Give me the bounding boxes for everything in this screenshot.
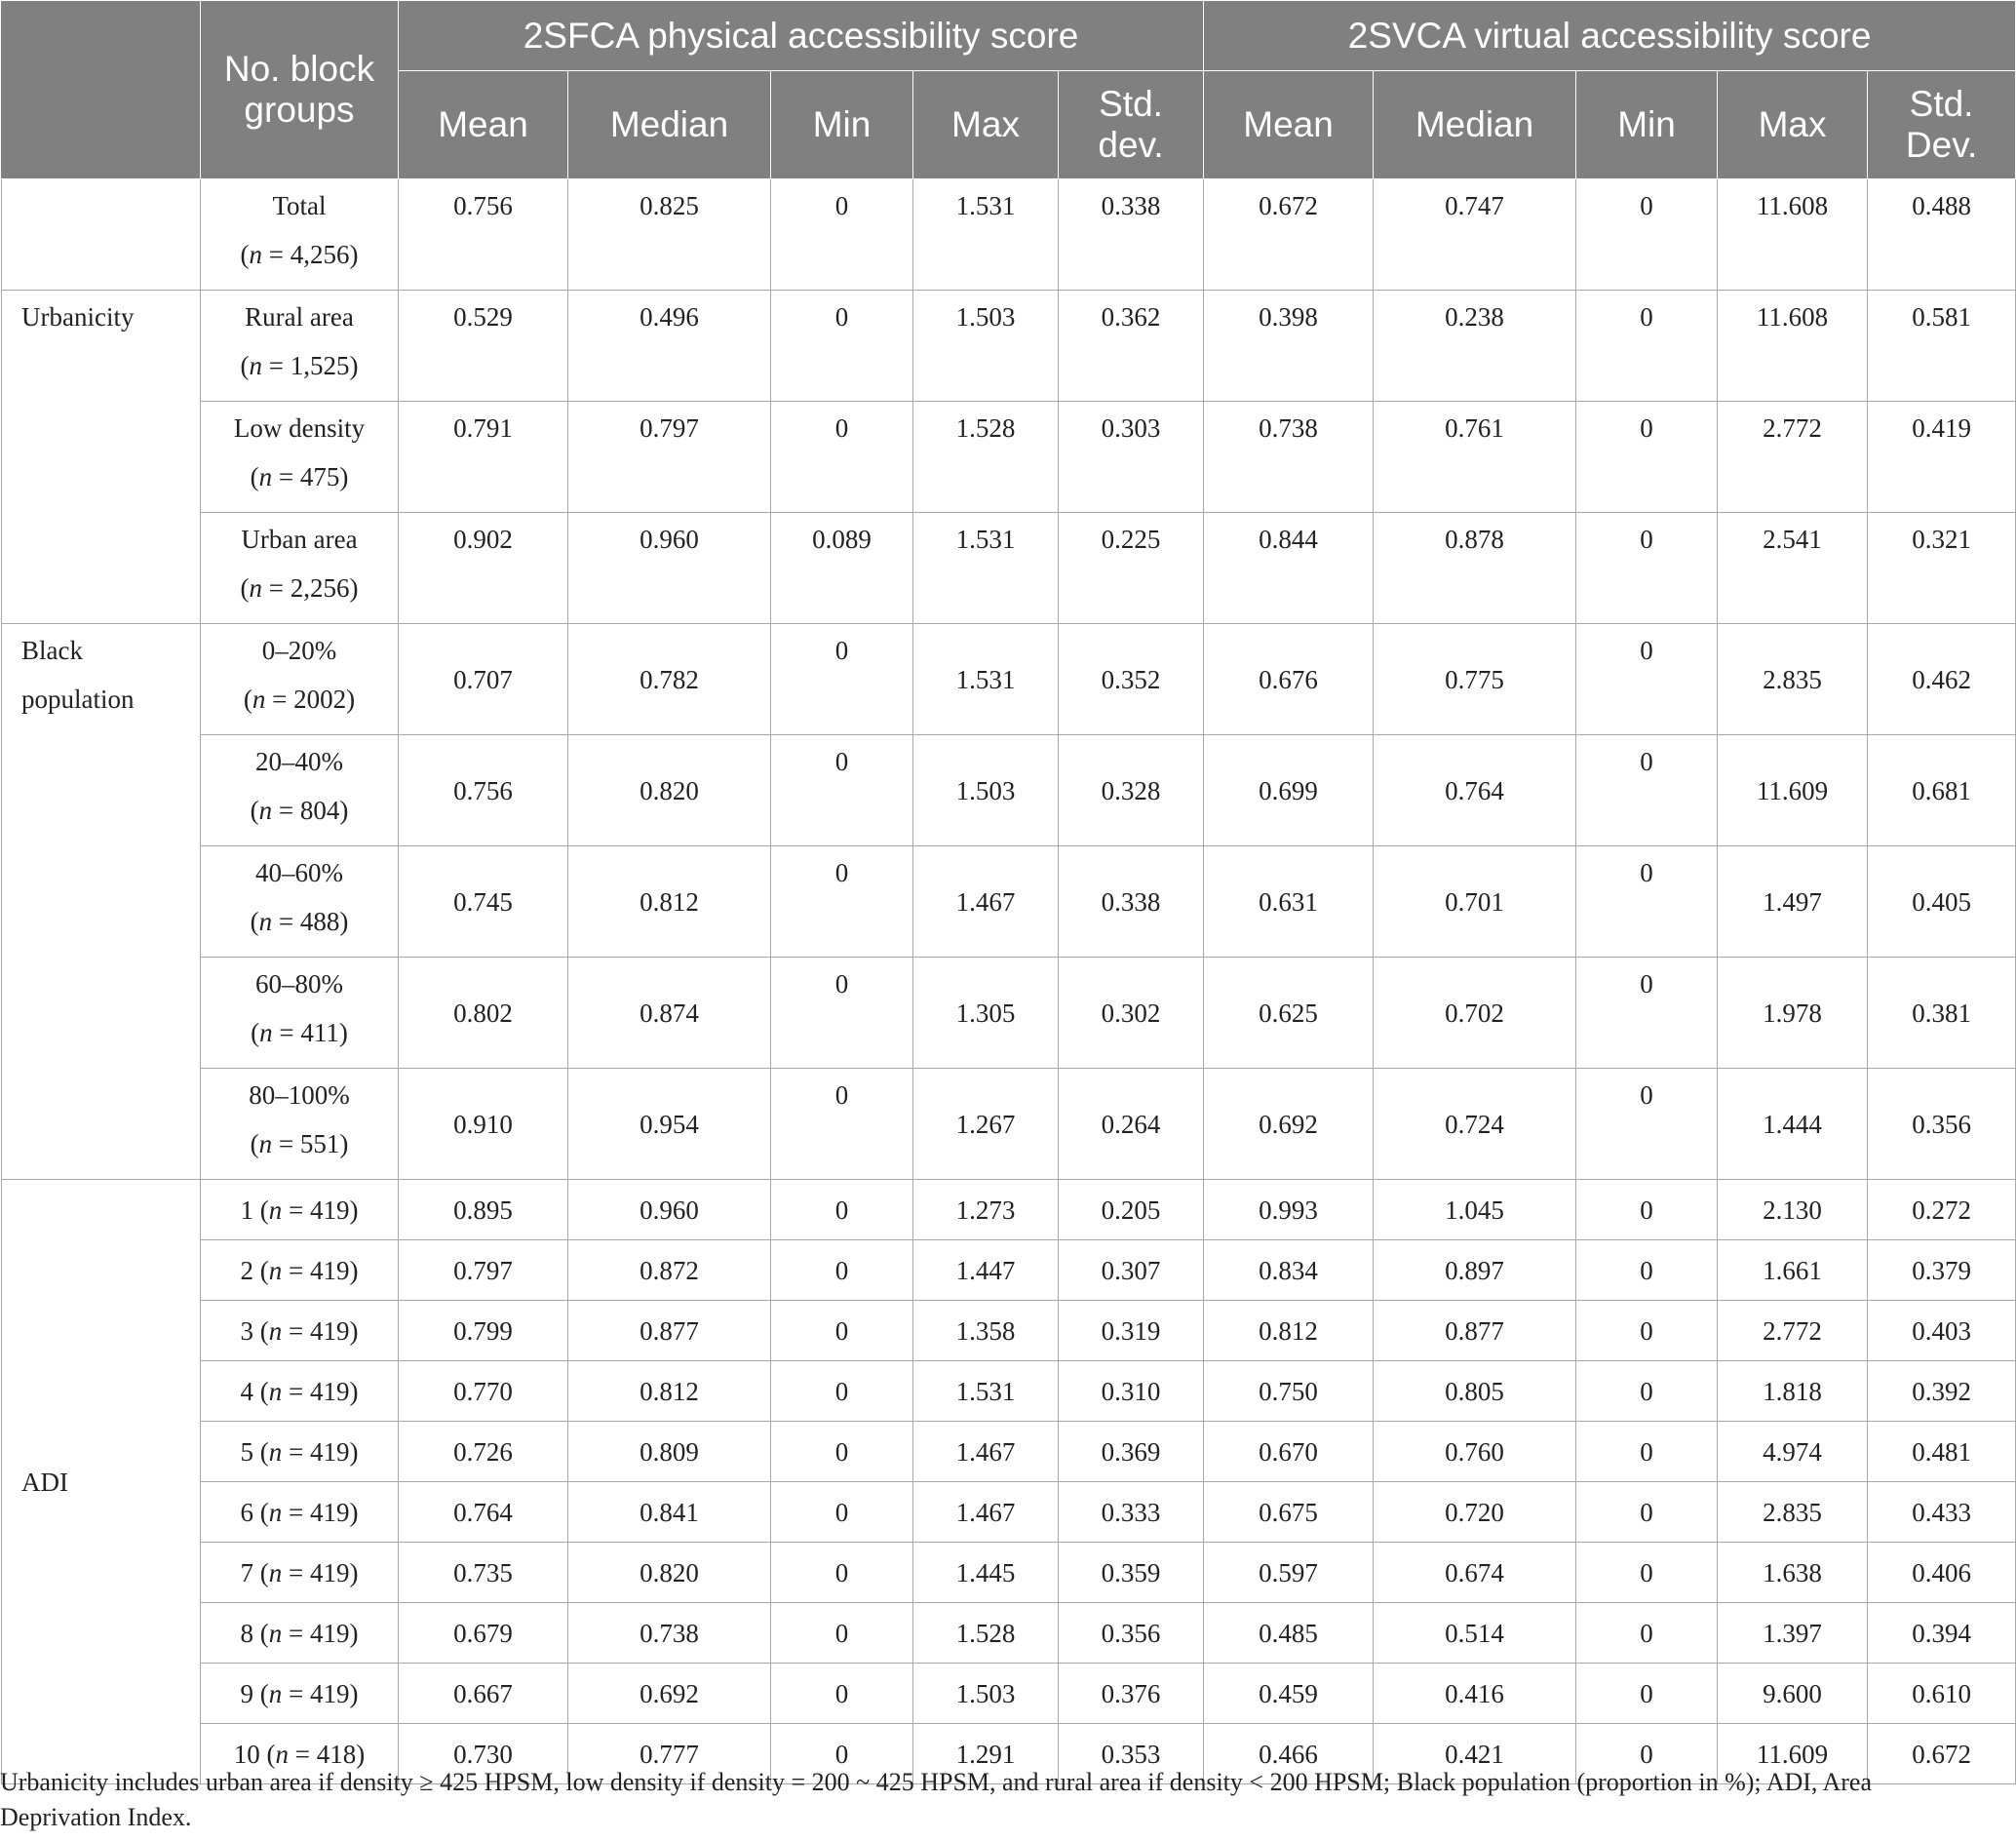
virt-mean-cell: 0.812 xyxy=(1204,1301,1374,1361)
group-label: 10 (n = 418) xyxy=(233,1739,366,1769)
phys-min-cell: 0 xyxy=(771,1361,913,1422)
phys-mean-cell: 0.799 xyxy=(399,1301,568,1361)
virt-median-cell: 0.877 xyxy=(1374,1301,1576,1361)
virt-max-cell: 11.608 xyxy=(1718,291,1868,402)
phys-median-cell: 0.825 xyxy=(568,179,771,291)
phys-mean-cell: 0.895 xyxy=(399,1180,568,1240)
virt-std-cell: 0.356 xyxy=(1868,1069,2016,1180)
header-virt-std: Std. Dev. xyxy=(1868,71,2016,179)
phys-std-cell: 0.319 xyxy=(1059,1301,1204,1361)
virt-mean-cell: 0.398 xyxy=(1204,291,1374,402)
phys-median-cell: 0.841 xyxy=(568,1482,771,1543)
virt-std-cell: 0.394 xyxy=(1868,1603,2016,1664)
phys-std-cell: 0.356 xyxy=(1059,1603,1204,1664)
row-group xyxy=(201,1482,399,1543)
phys-mean-cell: 0.764 xyxy=(399,1482,568,1543)
virt-median-cell: 0.897 xyxy=(1374,1240,1576,1301)
header-virtual: 2SVCA virtual accessibility score xyxy=(1204,1,2016,71)
virt-std-cell: 0.419 xyxy=(1868,402,2016,513)
table-row xyxy=(2,1603,2016,1664)
phys-std-cell: 0.352 xyxy=(1059,624,1204,735)
header-phys-mean: Mean xyxy=(399,71,568,179)
row-group xyxy=(201,1603,399,1664)
phys-median-cell: 0.960 xyxy=(568,1180,771,1240)
virt-mean-cell: 0.844 xyxy=(1204,513,1374,624)
virt-median-cell: 0.764 xyxy=(1374,735,1576,846)
virt-std-cell: 0.392 xyxy=(1868,1361,2016,1422)
virt-median-cell: 0.761 xyxy=(1374,402,1576,513)
phys-min-cell: 0 xyxy=(771,1603,913,1664)
group-label: 5 (n = 419) xyxy=(240,1436,359,1467)
table-row xyxy=(2,735,2016,846)
table-row xyxy=(2,402,2016,513)
virt-mean-cell: 0.676 xyxy=(1204,624,1374,735)
phys-mean-cell: 0.529 xyxy=(399,291,568,402)
phys-median-cell: 0.809 xyxy=(568,1422,771,1482)
header-virt-median: Median xyxy=(1374,71,1576,179)
group-count: (n = 2,256) xyxy=(240,573,359,603)
phys-mean-cell: 0.802 xyxy=(399,958,568,1069)
virt-std-cell: 0.672 xyxy=(1868,1724,2016,1784)
virt-median-cell: 0.775 xyxy=(1374,624,1576,735)
phys-min-cell: 0 xyxy=(771,1482,913,1543)
table-row xyxy=(2,1240,2016,1301)
virt-median-cell: 0.878 xyxy=(1374,513,1576,624)
phys-mean-cell: 0.735 xyxy=(399,1543,568,1603)
phys-mean-cell: 0.770 xyxy=(399,1361,568,1422)
phys-max-cell: 1.467 xyxy=(913,1422,1059,1482)
virt-std-cell: 0.481 xyxy=(1868,1422,2016,1482)
phys-max-cell: 1.503 xyxy=(913,1664,1059,1724)
header-phys-max: Max xyxy=(913,71,1059,179)
table-row xyxy=(2,513,2016,624)
virt-max-cell: 1.978 xyxy=(1718,958,1868,1069)
phys-max-cell: 1.267 xyxy=(913,1069,1059,1180)
virt-min-cell: 0 xyxy=(1576,1422,1718,1482)
virt-min-cell: 0 xyxy=(1576,1664,1718,1724)
phys-mean-cell: 0.667 xyxy=(399,1664,568,1724)
virt-mean-cell: 0.625 xyxy=(1204,958,1374,1069)
virt-max-cell: 2.835 xyxy=(1718,624,1868,735)
group-label: Total xyxy=(272,191,327,220)
phys-std-cell: 0.376 xyxy=(1059,1664,1204,1724)
phys-median-cell: 0.496 xyxy=(568,291,771,402)
virt-min-cell: 0 xyxy=(1576,624,1718,735)
virt-min-cell: 0 xyxy=(1576,291,1718,402)
row-group xyxy=(201,735,399,846)
phys-max-cell: 1.531 xyxy=(913,179,1059,291)
header-phys-min: Min xyxy=(771,71,913,179)
phys-median-cell: 0.812 xyxy=(568,1361,771,1422)
virt-std-cell: 0.610 xyxy=(1868,1664,2016,1724)
phys-mean-cell: 0.791 xyxy=(399,402,568,513)
virt-mean-cell: 0.459 xyxy=(1204,1664,1374,1724)
group-label: Rural area xyxy=(245,302,354,332)
phys-min-cell: 0 xyxy=(771,402,913,513)
phys-median-cell: 0.812 xyxy=(568,846,771,958)
phys-max-cell: 1.531 xyxy=(913,513,1059,624)
phys-mean-cell: 0.745 xyxy=(399,846,568,958)
group-count: (n = 551) xyxy=(250,1129,349,1158)
virt-median-cell: 0.238 xyxy=(1374,291,1576,402)
virt-max-cell: 1.661 xyxy=(1718,1240,1868,1301)
virt-median-cell: 0.720 xyxy=(1374,1482,1576,1543)
row-group xyxy=(201,1069,399,1180)
virt-min-cell: 0 xyxy=(1576,513,1718,624)
row-group xyxy=(201,1664,399,1724)
phys-std-cell: 0.302 xyxy=(1059,958,1204,1069)
virt-mean-cell: 0.597 xyxy=(1204,1543,1374,1603)
phys-std-cell: 0.264 xyxy=(1059,1069,1204,1180)
group-count: (n = 4,256) xyxy=(240,240,359,269)
phys-std-cell: 0.307 xyxy=(1059,1240,1204,1301)
row-group xyxy=(201,1422,399,1482)
phys-std-cell: 0.359 xyxy=(1059,1543,1204,1603)
phys-min-cell: 0 xyxy=(771,846,913,958)
group-label: Urban area xyxy=(241,525,358,554)
phys-std-cell: 0.225 xyxy=(1059,513,1204,624)
virt-median-cell: 0.760 xyxy=(1374,1422,1576,1482)
row-group xyxy=(201,179,399,291)
group-count: (n = 411) xyxy=(251,1018,348,1047)
virt-mean-cell: 0.699 xyxy=(1204,735,1374,846)
virt-std-cell: 0.379 xyxy=(1868,1240,2016,1301)
group-label: 60–80% xyxy=(255,969,343,999)
row-group xyxy=(201,291,399,402)
header-virt-mean: Mean xyxy=(1204,71,1374,179)
phys-median-cell: 0.777 xyxy=(568,1724,771,1784)
virt-min-cell: 0 xyxy=(1576,179,1718,291)
group-label: 4 (n = 419) xyxy=(240,1376,359,1406)
phys-max-cell: 1.291 xyxy=(913,1724,1059,1784)
table-row xyxy=(2,179,2016,291)
table-body xyxy=(2,179,2016,1784)
virt-std-cell: 0.272 xyxy=(1868,1180,2016,1240)
group-count: (n = 2002) xyxy=(243,685,356,714)
virt-std-cell: 0.321 xyxy=(1868,513,2016,624)
table-row xyxy=(2,846,2016,958)
virt-std-cell: 0.462 xyxy=(1868,624,2016,735)
phys-median-cell: 0.820 xyxy=(568,1543,771,1603)
phys-median-cell: 0.877 xyxy=(568,1301,771,1361)
phys-std-cell: 0.333 xyxy=(1059,1482,1204,1543)
virt-mean-cell: 0.738 xyxy=(1204,402,1374,513)
phys-median-cell: 0.797 xyxy=(568,402,771,513)
group-label: 20–40% xyxy=(255,747,343,776)
header-phys-median: Median xyxy=(568,71,771,179)
phys-mean-cell: 0.756 xyxy=(399,179,568,291)
virt-max-cell: 11.609 xyxy=(1718,1724,1868,1784)
group-label: 2 (n = 419) xyxy=(240,1255,359,1285)
phys-max-cell: 1.467 xyxy=(913,846,1059,958)
virt-mean-cell: 0.485 xyxy=(1204,1603,1374,1664)
virt-max-cell: 1.818 xyxy=(1718,1361,1868,1422)
row-group xyxy=(201,513,399,624)
table-row xyxy=(2,291,2016,402)
virt-mean-cell: 0.672 xyxy=(1204,179,1374,291)
table-row xyxy=(2,1361,2016,1422)
table-row xyxy=(2,1069,2016,1180)
header-blank xyxy=(2,1,201,179)
virt-min-cell: 0 xyxy=(1576,1543,1718,1603)
group-label: 0–20% xyxy=(261,636,337,665)
virt-std-cell: 0.405 xyxy=(1868,846,2016,958)
phys-std-cell: 0.338 xyxy=(1059,179,1204,291)
virt-median-cell: 1.045 xyxy=(1374,1180,1576,1240)
virt-std-cell: 0.433 xyxy=(1868,1482,2016,1543)
phys-median-cell: 0.738 xyxy=(568,1603,771,1664)
row-category xyxy=(2,179,201,291)
virt-mean-cell: 0.692 xyxy=(1204,1069,1374,1180)
phys-median-cell: 0.820 xyxy=(568,735,771,846)
phys-max-cell: 1.445 xyxy=(913,1543,1059,1603)
virt-median-cell: 0.702 xyxy=(1374,958,1576,1069)
phys-mean-cell: 0.726 xyxy=(399,1422,568,1482)
phys-min-cell: 0.089 xyxy=(771,513,913,624)
phys-min-cell: 0 xyxy=(771,1543,913,1603)
group-label: 1 (n = 419) xyxy=(240,1195,359,1225)
table-row xyxy=(2,1301,2016,1361)
virt-min-cell: 0 xyxy=(1576,1240,1718,1301)
virt-median-cell: 0.421 xyxy=(1374,1724,1576,1784)
phys-mean-cell: 0.730 xyxy=(399,1724,568,1784)
phys-std-cell: 0.369 xyxy=(1059,1422,1204,1482)
phys-std-cell: 0.328 xyxy=(1059,735,1204,846)
virt-min-cell: 0 xyxy=(1576,402,1718,513)
phys-max-cell: 1.531 xyxy=(913,1361,1059,1422)
row-category: ADI xyxy=(2,1180,201,1784)
virt-median-cell: 0.674 xyxy=(1374,1543,1576,1603)
virt-median-cell: 0.724 xyxy=(1374,1069,1576,1180)
virt-std-cell: 0.381 xyxy=(1868,958,2016,1069)
virt-mean-cell: 0.675 xyxy=(1204,1482,1374,1543)
table-row xyxy=(2,1180,2016,1240)
phys-min-cell: 0 xyxy=(771,624,913,735)
table-row xyxy=(2,624,2016,735)
row-group xyxy=(201,1180,399,1240)
phys-mean-cell: 0.902 xyxy=(399,513,568,624)
group-label: 6 (n = 419) xyxy=(240,1497,359,1527)
virt-min-cell: 0 xyxy=(1576,1361,1718,1422)
phys-median-cell: 0.692 xyxy=(568,1664,771,1724)
row-category: Urbanicity xyxy=(2,291,201,624)
virt-median-cell: 0.416 xyxy=(1374,1664,1576,1724)
virt-std-cell: 0.581 xyxy=(1868,291,2016,402)
group-count: (n = 1,525) xyxy=(240,351,359,380)
phys-min-cell: 0 xyxy=(771,1724,913,1784)
phys-max-cell: 1.358 xyxy=(913,1301,1059,1361)
phys-min-cell: 0 xyxy=(771,1069,913,1180)
phys-max-cell: 1.273 xyxy=(913,1180,1059,1240)
virt-max-cell: 1.397 xyxy=(1718,1603,1868,1664)
accessibility-table xyxy=(1,0,2016,1784)
phys-std-cell: 0.303 xyxy=(1059,402,1204,513)
phys-max-cell: 1.467 xyxy=(913,1482,1059,1543)
virt-max-cell: 11.608 xyxy=(1718,179,1868,291)
virt-std-cell: 0.488 xyxy=(1868,179,2016,291)
phys-median-cell: 0.874 xyxy=(568,958,771,1069)
virt-min-cell: 0 xyxy=(1576,1724,1718,1784)
row-group xyxy=(201,624,399,735)
virt-mean-cell: 0.750 xyxy=(1204,1361,1374,1422)
phys-mean-cell: 0.797 xyxy=(399,1240,568,1301)
virt-min-cell: 0 xyxy=(1576,846,1718,958)
phys-std-cell: 0.362 xyxy=(1059,291,1204,402)
phys-min-cell: 0 xyxy=(771,735,913,846)
phys-min-cell: 0 xyxy=(771,1422,913,1482)
virt-max-cell: 2.835 xyxy=(1718,1482,1868,1543)
phys-median-cell: 0.782 xyxy=(568,624,771,735)
table-row xyxy=(2,1422,2016,1482)
group-label: 3 (n = 419) xyxy=(240,1315,359,1346)
phys-mean-cell: 0.756 xyxy=(399,735,568,846)
row-group xyxy=(201,1361,399,1422)
virt-std-cell: 0.406 xyxy=(1868,1543,2016,1603)
virt-median-cell: 0.514 xyxy=(1374,1603,1576,1664)
virt-mean-cell: 0.834 xyxy=(1204,1240,1374,1301)
phys-max-cell: 1.528 xyxy=(913,1603,1059,1664)
group-label: 8 (n = 419) xyxy=(240,1618,359,1648)
table-row xyxy=(2,1482,2016,1543)
virt-median-cell: 0.701 xyxy=(1374,846,1576,958)
phys-max-cell: 1.447 xyxy=(913,1240,1059,1301)
row-group xyxy=(201,958,399,1069)
virt-min-cell: 0 xyxy=(1576,1482,1718,1543)
row-category: Black population xyxy=(2,624,201,1180)
group-count: (n = 488) xyxy=(250,907,349,936)
virt-mean-cell: 0.631 xyxy=(1204,846,1374,958)
virt-std-cell: 0.681 xyxy=(1868,735,2016,846)
header-phys-std: Std. dev. xyxy=(1059,71,1204,179)
virt-min-cell: 0 xyxy=(1576,1180,1718,1240)
group-label: 40–60% xyxy=(255,858,343,887)
virt-mean-cell: 0.466 xyxy=(1204,1724,1374,1784)
phys-std-cell: 0.205 xyxy=(1059,1180,1204,1240)
table-row xyxy=(2,958,2016,1069)
header-block-groups: No. block groups xyxy=(201,1,399,179)
header-virt-max: Max xyxy=(1718,71,1868,179)
phys-max-cell: 1.503 xyxy=(913,291,1059,402)
phys-max-cell: 1.503 xyxy=(913,735,1059,846)
group-label: 7 (n = 419) xyxy=(240,1557,359,1587)
phys-min-cell: 0 xyxy=(771,1301,913,1361)
phys-std-cell: 0.310 xyxy=(1059,1361,1204,1422)
virt-min-cell: 0 xyxy=(1576,1069,1718,1180)
header-physical: 2SFCA physical accessibility score xyxy=(399,1,1204,71)
header-virt-min: Min xyxy=(1576,71,1718,179)
virt-max-cell: 11.609 xyxy=(1718,735,1868,846)
virt-min-cell: 0 xyxy=(1576,1301,1718,1361)
virt-max-cell: 2.130 xyxy=(1718,1180,1868,1240)
phys-min-cell: 0 xyxy=(771,1180,913,1240)
virt-median-cell: 0.805 xyxy=(1374,1361,1576,1422)
virt-max-cell: 2.541 xyxy=(1718,513,1868,624)
row-group xyxy=(201,846,399,958)
row-group xyxy=(201,402,399,513)
virt-max-cell: 1.638 xyxy=(1718,1543,1868,1603)
virt-max-cell: 2.772 xyxy=(1718,402,1868,513)
group-label: Low density xyxy=(233,413,366,443)
group-count: (n = 475) xyxy=(250,462,349,491)
phys-min-cell: 0 xyxy=(771,958,913,1069)
virt-max-cell: 9.600 xyxy=(1718,1664,1868,1724)
group-count: (n = 804) xyxy=(250,796,349,825)
phys-max-cell: 1.531 xyxy=(913,624,1059,735)
row-group xyxy=(201,1240,399,1301)
virt-min-cell: 0 xyxy=(1576,735,1718,846)
virt-max-cell: 1.444 xyxy=(1718,1069,1868,1180)
virt-max-cell: 4.974 xyxy=(1718,1422,1868,1482)
row-group xyxy=(201,1543,399,1603)
group-label: 80–100% xyxy=(249,1080,350,1110)
phys-mean-cell: 0.910 xyxy=(399,1069,568,1180)
virt-max-cell: 2.772 xyxy=(1718,1301,1868,1361)
footnote: Urbanicity includes urban area if density ≥ 425 HPSM, low density if density = 200 ~ 425 HPSM, and rural area if density < 200 HPSM; Black population (proportion in %); ADI, Area Deprivation Index. xyxy=(0,1768,1873,1831)
virt-mean-cell: 0.670 xyxy=(1204,1422,1374,1482)
table-row xyxy=(2,1543,2016,1603)
phys-mean-cell: 0.707 xyxy=(399,624,568,735)
phys-std-cell: 0.338 xyxy=(1059,846,1204,958)
virt-min-cell: 0 xyxy=(1576,958,1718,1069)
phys-max-cell: 1.528 xyxy=(913,402,1059,513)
virt-median-cell: 0.747 xyxy=(1374,179,1576,291)
virt-mean-cell: 0.993 xyxy=(1204,1180,1374,1240)
phys-std-cell: 0.353 xyxy=(1059,1724,1204,1784)
phys-min-cell: 0 xyxy=(771,291,913,402)
row-group xyxy=(201,1301,399,1361)
group-label: 9 (n = 419) xyxy=(240,1678,359,1708)
phys-median-cell: 0.954 xyxy=(568,1069,771,1180)
phys-min-cell: 0 xyxy=(771,1240,913,1301)
table-row xyxy=(2,1664,2016,1724)
phys-min-cell: 0 xyxy=(771,1664,913,1724)
phys-max-cell: 1.305 xyxy=(913,958,1059,1069)
phys-min-cell: 0 xyxy=(771,179,913,291)
phys-median-cell: 0.960 xyxy=(568,513,771,624)
phys-mean-cell: 0.679 xyxy=(399,1603,568,1664)
phys-median-cell: 0.872 xyxy=(568,1240,771,1301)
virt-std-cell: 0.403 xyxy=(1868,1301,2016,1361)
virt-max-cell: 1.497 xyxy=(1718,846,1868,958)
virt-min-cell: 0 xyxy=(1576,1603,1718,1664)
